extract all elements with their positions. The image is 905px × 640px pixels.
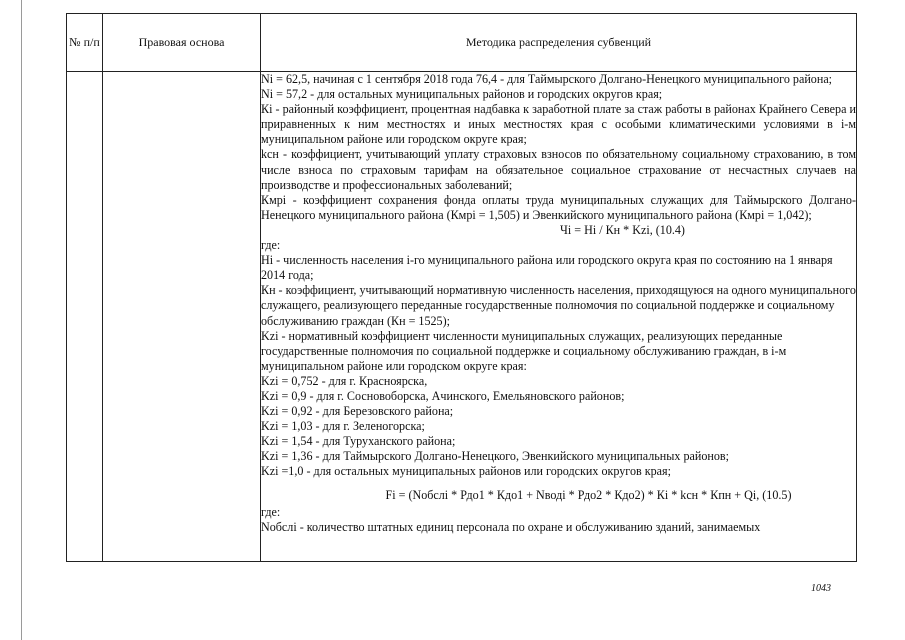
paragraph-ksn-coefficient: kсн - коэффициент, учитывающий уплату страховых взносов по обязательному социальному страхованию, в том числе взноса по страховым тарифам на обязательное социальное страхование от несчастных случаев на производстве и профессиональных заболеваний; — [261, 147, 856, 192]
list-item: Kzi = 1,36 - для Таймырского Долгано-Ненецкого, Эвенкийского муниципальных районов; — [261, 449, 729, 464]
paragraph-ki-coefficient: Кi - районный коэффициент, процентная надбавка к заработной плате за стаж работы в районах Крайнего Севера и приравненных к ним местностях и иных местностях края с особыми климатическими условиями в i-м муниципальном районе или городском округе края; — [261, 102, 856, 147]
table-row — [67, 72, 857, 562]
subvention-method-table — [66, 13, 857, 562]
paragraph-kmri-coefficient: Кмрi - коэффициент сохранения фонда оплаты труда муниципальных служащих для Таймырского Долгано-Ненецкого муниципального района (Кмрi = 1,505) и Эвенкийского муниципального района (Кмрi = 1,042); — [261, 192, 856, 222]
paragraph-ni-others: Ni = 57,2 - для остальных муниципальных районов и городских округов края; — [261, 87, 663, 102]
paragraph-where-2: где: — [261, 504, 281, 519]
paragraph-hi-population: Нi - численность населения i-го муниципального района или городского округа края по состоянию на 1 января 2014 года; — [261, 253, 833, 283]
formula-10-4: Чi = Нi / Кн * Kzi, (10.4) — [560, 222, 685, 237]
cell-method — [261, 72, 857, 562]
paragraph-ni-taimyr: Ni = 62,5, начиная с 1 сентября 2018 года 76,4 - для Таймырского Долгано-Ненецкого муниципального района; — [261, 72, 833, 86]
paragraph-kn-coefficient: Кн - коэффициент, учитывающий нормативную численность населения, приходящуюся на одного муниципального служащего, реализующего переданные государственные полномочия по социальной поддержке и социальному обслуживанию граждан (Кн = 1525); — [261, 283, 856, 328]
header-legal-basis: Правовая основа — [103, 14, 261, 72]
table-header-row — [67, 14, 857, 72]
cell-legal-basis — [103, 72, 261, 562]
list-item: Kzi = 1,54 - для Туруханского района; — [261, 434, 456, 449]
header-number: № п/п — [67, 14, 103, 72]
list-item: Kzi = 0,752 - для г. Красноярска, — [261, 373, 428, 388]
list-item: Kzi = 0,9 - для г. Сосновоборска, Ачинского, Емельяновского районов; — [261, 388, 625, 403]
list-item: Kzi =1,0 - для остальных муниципальных районов или городских округов края; — [261, 464, 671, 479]
paragraph-where-1: где: — [261, 238, 281, 253]
cell-number — [67, 72, 103, 562]
scan-edge-line — [21, 0, 22, 640]
formula-10-5: Fi = (Nобслi * Рдо1 * Кдо1 + Nводi * Рдо2 * Кдо2) * Кi * kсн * Кпн + Qi, (10.5) — [385, 487, 792, 502]
paragraph-nobsl-definition: Nобслi - количество штатных единиц персонала по охране и обслуживанию зданий, занимаемых — [261, 519, 761, 534]
list-item: Kzi = 0,92 - для Березовского района; — [261, 404, 454, 419]
header-method: Методика распределения субвенций — [261, 14, 857, 72]
list-item: Kzi = 1,03 - для г. Зеленогорска; — [261, 419, 425, 434]
page-number: 1043 — [811, 583, 831, 594]
paragraph-kzi-definition: Kzi - нормативный коэффициент численности муниципальных служащих, реализующих переданные государственные полномочия по социальной поддержке и социальному обслуживанию граждан, в i-м муниципальном районе или городском округе края: — [261, 328, 787, 373]
